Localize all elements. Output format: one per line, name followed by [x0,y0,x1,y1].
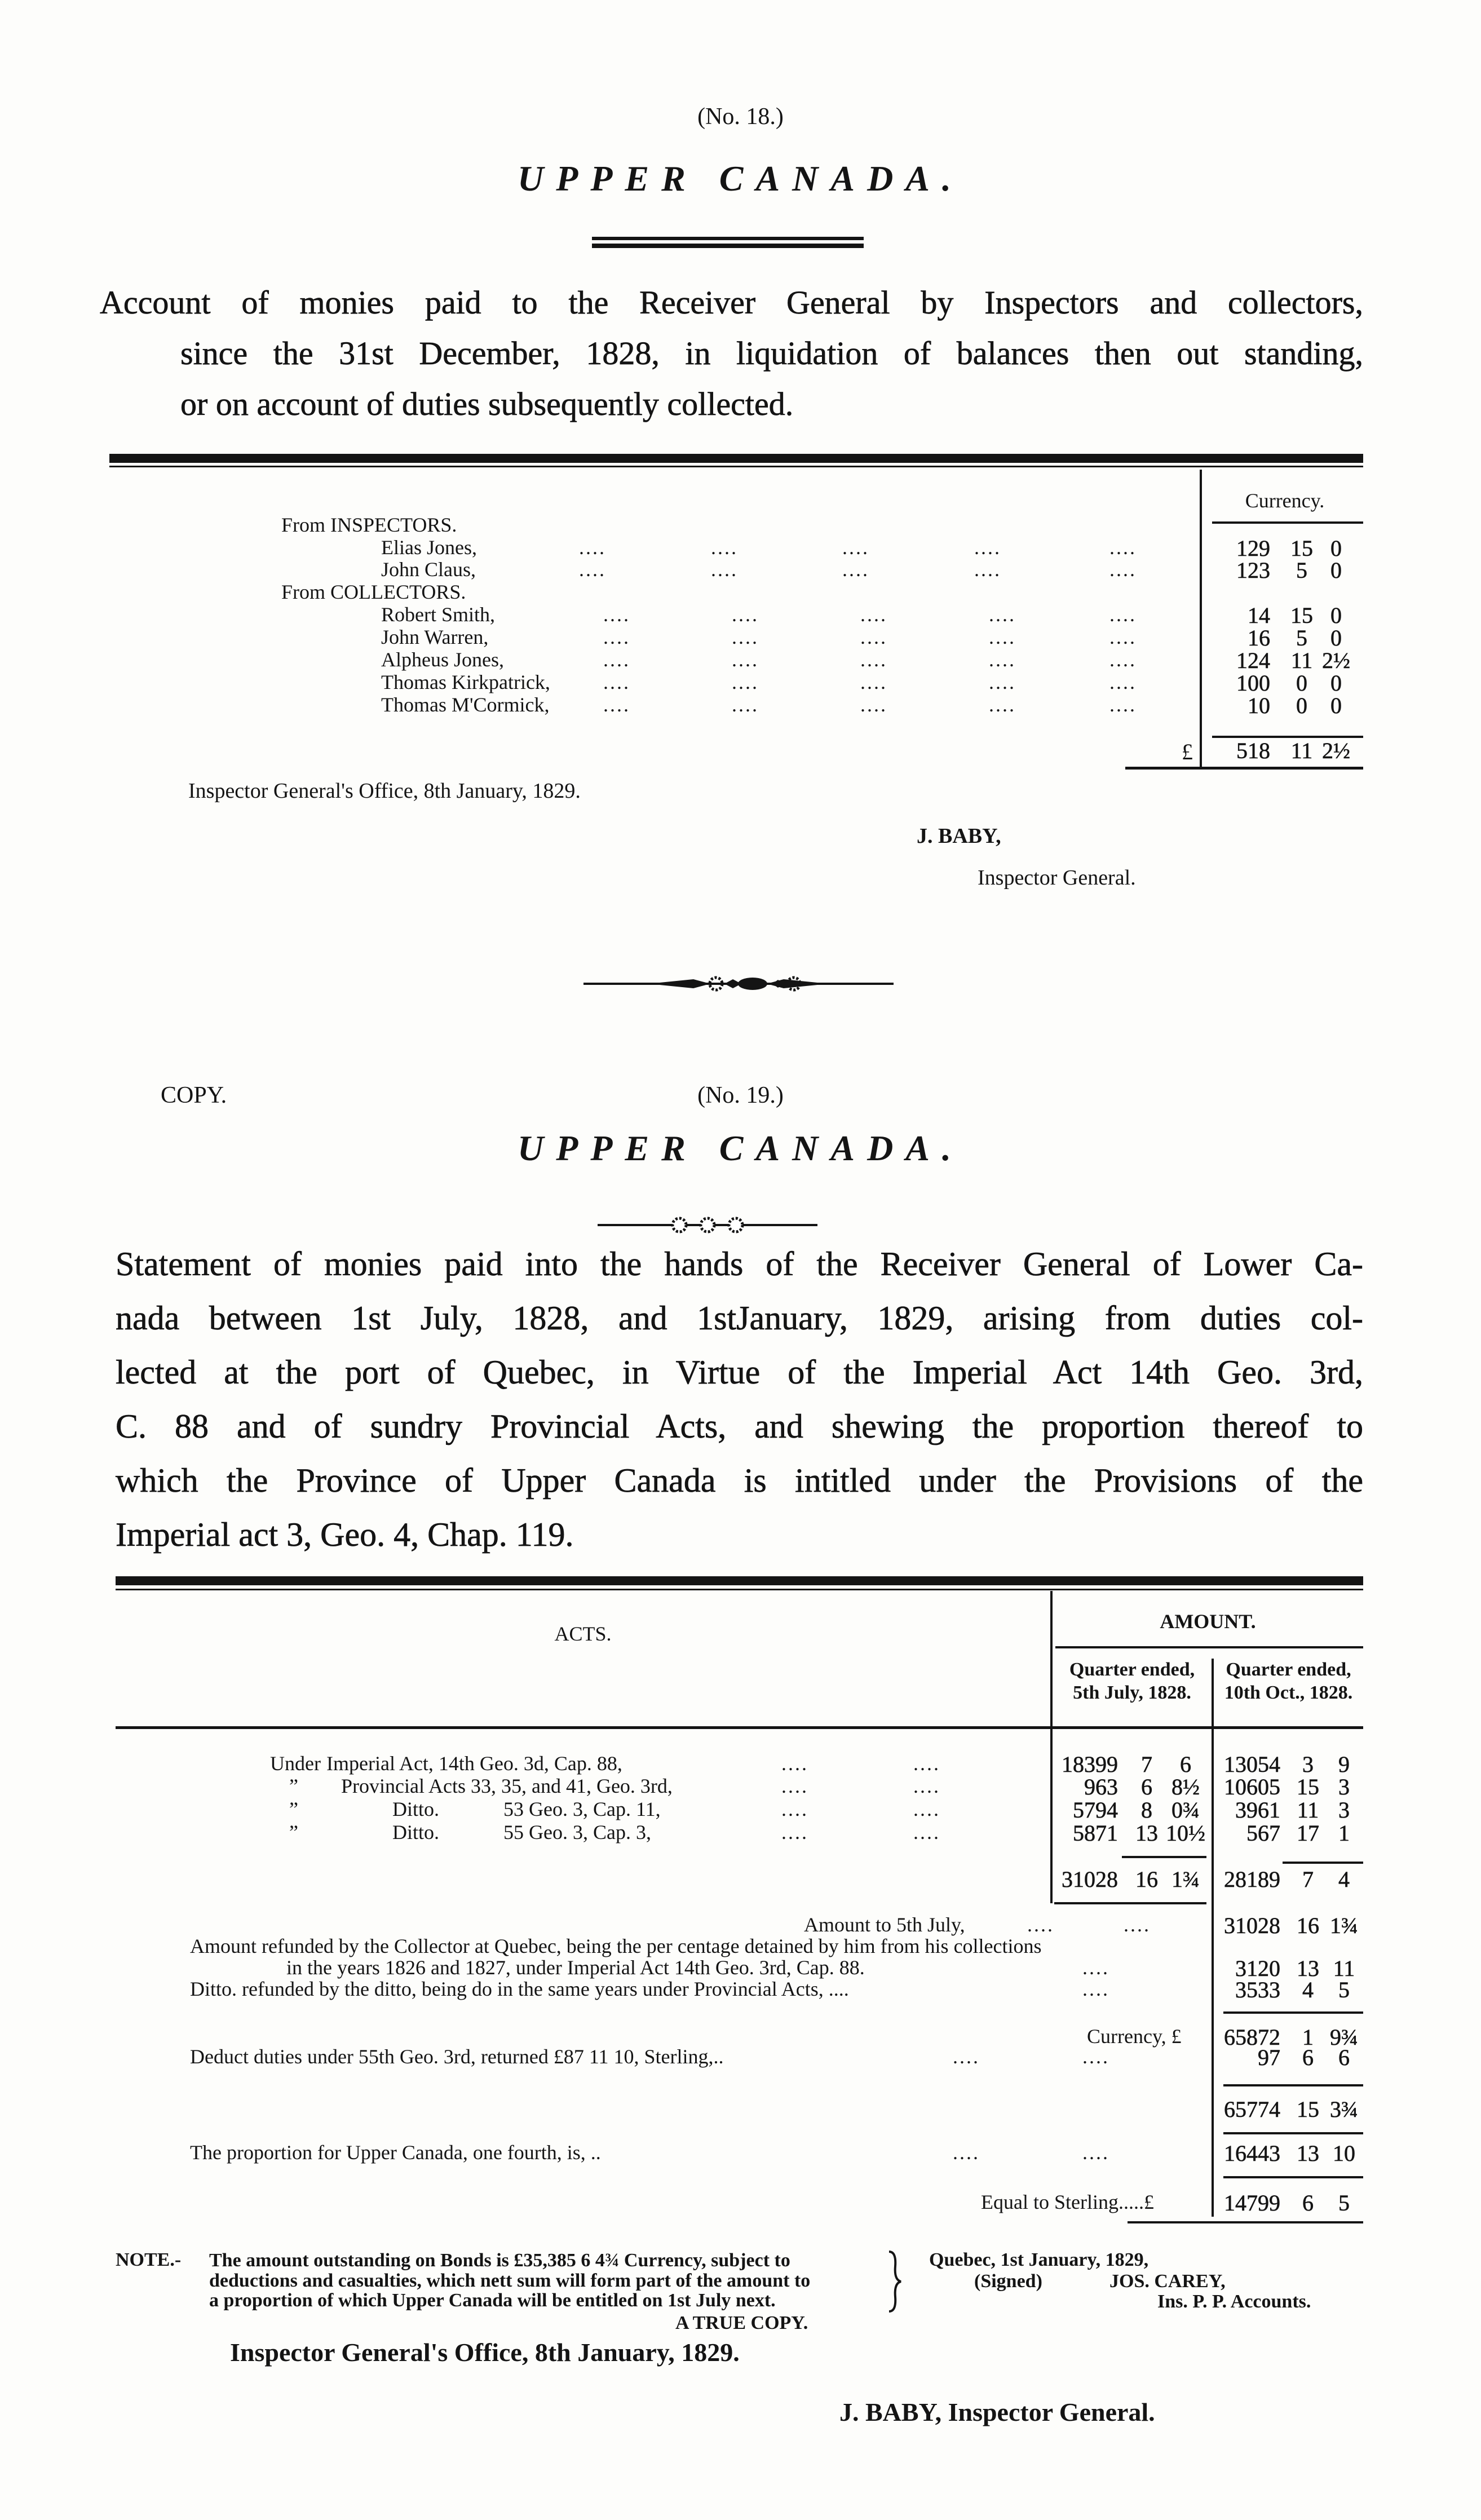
dot-leader: .... [603,603,630,626]
dot-leader: .... [603,693,630,716]
summary-amount-shillings: 6 [1302,2190,1314,2216]
act-label: Ditto. [392,1798,440,1820]
amount-pounds: 14 [1248,603,1270,628]
quarter2-amount-shillings: 15 [1297,1774,1319,1800]
thin-rule [109,466,1363,467]
amount-shillings: 0 [1296,670,1307,696]
payer-name: Thomas M'Cormick, [381,693,550,716]
summary-amount-pence: 6 [1338,2045,1350,2070]
quarter1-subtotal-shillings: 16 [1135,1867,1158,1892]
quarter-header-line: 10th Oct., 1828. [1224,1682,1353,1703]
dot-leader: .... [1082,1978,1109,2000]
dot-leader: .... [989,693,1016,716]
column-divider-acts [1050,1591,1053,1903]
quarter1-subtotal-pence: 1¾ [1171,1867,1200,1892]
copy-label: COPY. [161,1082,227,1108]
dot-leader: .... [781,1821,808,1843]
amount-pence: 0 [1330,693,1342,718]
amount-shillings: 15 [1290,536,1313,561]
total-bottom-rule [1125,767,1363,770]
total-pence: 2½ [1322,738,1350,763]
payer-name: Robert Smith, [381,603,496,626]
dot-leader: .... [953,2045,980,2068]
amount-pence: 0 [1330,625,1342,651]
summary-amount-pounds: 65872 [1224,2024,1280,2050]
sum-rule [1223,2176,1363,2178]
dot-leader: .... [1109,671,1137,693]
quarter1-amount-pounds: 18399 [1062,1752,1118,1777]
note-line: The amount outstanding on Bonds is £35,385 6 4¾ Currency, subject to [209,2250,790,2271]
dot-leader: .... [711,536,738,559]
amount-pounds: 16 [1248,625,1270,651]
quarter1-amount-pounds: 963 [1084,1774,1118,1800]
dot-leader: .... [974,536,1001,559]
quarter2-amount-shillings: 17 [1297,1820,1319,1846]
dot-leader: .... [1082,1956,1109,1979]
dot-leader: .... [732,671,759,693]
quarter2-amount-pence: 3 [1338,1797,1350,1823]
summary-amount-pounds: 97 [1258,2045,1280,2070]
amount-pence: 0 [1330,670,1342,696]
dot-leader: .... [1124,1913,1151,1936]
quarter-header-line: Quarter ended, [1069,1659,1195,1680]
statement-line: Imperial act 3, Geo. 4, Chap. 119. [116,1516,574,1553]
quarter2-amount-pence: 3 [1338,1774,1350,1800]
dot-leader: .... [1109,626,1137,648]
sum-rule [1223,2011,1363,2014]
dot-leader: .... [989,603,1016,626]
note-line: a proportion of which Upper Canada will be entitled on 1st July next. [209,2290,776,2311]
quarter1-amount-pounds: 5871 [1073,1820,1118,1846]
currency-header: Currency. [1245,489,1325,512]
dot-leader: .... [913,1798,940,1820]
summary-amount-pence: 9¾ [1330,2024,1358,2050]
amount-pounds: 10 [1248,693,1270,718]
amount-pounds: 100 [1236,670,1270,696]
act-label-detail: 53 Geo. 3, Cap. 11, [503,1798,661,1820]
dot-leader: .... [1109,603,1137,626]
summary-amount-pence: 5 [1338,1977,1350,2002]
summary-label: Amount refunded by the Collector at Quebec, being the per centage detained by him from his collections [190,1935,1042,1957]
summary-amount-pounds: 16443 [1224,2141,1280,2166]
dot-leader: .... [1082,2141,1109,2164]
quarter1-amount-pence: 10½ [1166,1820,1205,1846]
summary-label: The proportion for Upper Canada, one fourth, is, .. [190,2141,601,2164]
quarter2-amount-pounds: 3961 [1235,1797,1280,1823]
dot-leader: .... [860,648,887,671]
dot-leader: .... [711,558,738,581]
document-heading: UPPER CANADA. [518,1128,963,1168]
summary-amount-pounds: 3533 [1235,1977,1280,2002]
quarter2-subtotal-pence: 4 [1338,1867,1350,1892]
intro-line: or on account of duties subsequently collected. [180,386,794,422]
quarter1-amount-pence: 0¾ [1171,1797,1200,1823]
summary-amount-shillings: 4 [1302,1977,1314,2002]
dot-leader: .... [1109,558,1137,581]
quarter-header-1 [1053,1659,1212,1705]
header-rule [1212,521,1363,524]
dot-leader: .... [732,693,759,716]
payer-name: Thomas Kirkpatrick, [381,671,550,693]
office-date-line: Inspector General's Office, 8th January, 1829. [188,779,581,803]
quarter2-subtotal-shillings: 7 [1302,1867,1314,1892]
summary-amount-pounds: 14799 [1224,2190,1280,2216]
thick-rule [116,1576,1363,1585]
row-prefix: ” [289,1798,298,1820]
summary-amount-shillings: 16 [1297,1913,1319,1938]
dot-leader: .... [603,671,630,693]
dot-leader: .... [1109,693,1137,716]
signature: J. BABY, Inspector General. [839,2398,1155,2426]
dot-leader: .... [603,648,630,671]
dot-leader: .... [860,603,887,626]
summary-amount-pounds: 31028 [1224,1913,1280,1938]
payer-name: Alpheus Jones, [381,648,504,671]
dot-leader: .... [732,648,759,671]
signed-title: Ins. P. P. Accounts. [1157,2291,1311,2312]
dot-leader: .... [860,671,887,693]
dot-leader: .... [913,1752,940,1775]
quarter1-amount-shillings: 7 [1141,1752,1152,1777]
amount-pence: 0 [1330,558,1342,583]
quarter2-amount-pounds: 13054 [1224,1752,1280,1777]
statement-line: lected at the port of Quebec, in Virtue of the Imperial Act 14th Geo. 3rd, [116,1354,1363,1391]
summary-amount-shillings: 1 [1302,2024,1314,2050]
summary-label: Currency, £ [1087,2025,1182,2048]
amount-shillings: 15 [1290,603,1313,628]
statement-line: Statement of monies paid into the hands of the Receiver General of Lower Ca- [116,1245,1363,1283]
brace-icon [886,2251,903,2313]
dot-leader: .... [913,1775,940,1797]
summary-amount-pence: 3¾ [1330,2097,1358,2122]
payer-name: Elias Jones, [381,536,477,559]
amount-shillings: 0 [1296,693,1307,718]
amount-header-rule [1055,1646,1363,1648]
acts-header: ACTS. [554,1622,612,1645]
quarter1-amount-shillings: 6 [1141,1774,1152,1800]
summary-label: Deduct duties under 55th Geo. 3rd, returned £87 11 10, Sterling,.. [190,2045,724,2068]
statement-line: nada between 1st July, 1828, and 1stJanuary, 1829, arising from duties col- [116,1299,1363,1337]
signature-title: Inspector General. [978,866,1136,890]
dot-leader: .... [732,626,759,648]
subtotal-rule [1283,1862,1363,1864]
summary-label: Equal to Sterling.....£ [981,2191,1154,2213]
dot-leader: .... [974,558,1001,581]
amount-pounds: 123 [1236,558,1270,583]
dot-leader: .... [781,1752,808,1775]
total-shillings: 11 [1290,738,1313,763]
quarter-header-line: 5th July, 1828. [1073,1682,1191,1703]
quarter1-subtotal-pounds: 31028 [1062,1867,1118,1892]
subtotal-rule [1122,1856,1206,1858]
heading-double-rule [592,237,864,240]
act-label-detail: 55 Geo. 3, Cap. 3, [503,1821,651,1843]
quarter1-amount-pence: 6 [1180,1752,1191,1777]
quarter2-amount-shillings: 3 [1302,1752,1314,1777]
signed-label: (Signed) [974,2271,1042,2292]
dot-leader: .... [1082,2045,1109,2068]
dot-leader: .... [913,1821,940,1843]
summary-label-continued: in the years 1826 and 1827, under Imperial Act 14th Geo. 3rd, Cap. 88. [286,1956,865,1979]
document-number: (No. 18.) [697,104,784,130]
dot-leader: .... [860,626,887,648]
summary-amount-pence: 11 [1333,1956,1355,1981]
dot-leader: .... [842,536,869,559]
amount-pence: 2½ [1322,648,1350,673]
amount-shillings: 5 [1296,625,1307,651]
signature-name: J. BABY, [917,824,1001,848]
quarter1-amount-pounds: 5794 [1073,1797,1118,1823]
summary-amount-pounds: 3120 [1235,1956,1280,1981]
quarter1-amount-shillings: 13 [1135,1820,1158,1846]
amount-header: AMOUNT. [1160,1610,1256,1633]
act-label: Ditto. [392,1821,440,1843]
dot-leader: .... [1027,1913,1054,1936]
document-number: (No. 19.) [697,1082,784,1108]
quarter2-amount-pence: 9 [1338,1752,1350,1777]
document-heading: UPPER CANADA. [518,158,963,198]
summary-amount-shillings: 13 [1297,2141,1319,2166]
quarter1-amount-shillings: 8 [1141,1797,1152,1823]
ornament-divider-icon [581,972,896,995]
dot-leader: .... [781,1775,808,1797]
dot-leader: .... [1109,536,1137,559]
intro-line: since the 31st December, 1828, in liquidation of balances then out standing, [180,335,1363,372]
dot-leader: .... [989,626,1016,648]
office-date-line: Inspector General's Office, 8th January, 1829. [230,2338,740,2367]
dot-leader: .... [603,626,630,648]
statement-line: which the Province of Upper Canada is intitled under the Provisions of the [116,1462,1363,1499]
payer-name: John Claus, [381,558,476,581]
note-text [209,2251,810,2311]
summary-amount-shillings: 15 [1297,2097,1319,2122]
signed-name: JOS. CAREY, [1109,2271,1226,2292]
sum-rule [1223,2084,1363,2086]
act-label: Provincial Acts 33, 35, and 41, Geo. 3rd, [341,1775,673,1797]
row-prefix: Under [270,1752,321,1775]
quebec-date: Quebec, 1st January, 1829, [929,2249,1149,2270]
amount-shillings: 11 [1290,648,1313,673]
quarter2-amount-pounds: 567 [1246,1820,1280,1846]
amount-pounds: 129 [1236,536,1270,561]
quarter-header-2 [1214,1659,1363,1705]
column-divider-quarters [1212,1659,1214,2217]
pound-symbol: £ [1182,739,1193,764]
header-bottom-rule [116,1726,1363,1729]
row-prefix: ” [289,1775,298,1797]
true-copy-label: A TRUE COPY. [675,2313,808,2333]
dot-leader: .... [1109,648,1137,671]
dot-leader: .... [860,693,887,716]
summary-label: Ditto. refunded by the ditto, being do in the same years under Provincial Acts, .... [190,1978,849,2000]
summary-amount-shillings: 13 [1297,1956,1319,1981]
dot-leader: .... [732,603,759,626]
summary-amount-pence: 5 [1338,2190,1350,2216]
dot-leader: .... [989,648,1016,671]
statement-line: C. 88 and of sundry Provincial Acts, and shewing the proportion thereof to [116,1408,1363,1445]
dot-leader: .... [579,536,606,559]
amount-pounds: 124 [1236,648,1270,673]
dot-leader: .... [989,671,1016,693]
quarter1-amount-pence: 8½ [1171,1774,1200,1800]
dot-leader: .... [781,1798,808,1820]
quarter-header-line: Quarter ended, [1226,1659,1351,1680]
sum-rule [1223,2132,1363,2134]
act-label: Imperial Act, 14th Geo. 3d, Cap. 88, [326,1752,622,1775]
dot-leader: .... [842,558,869,581]
thin-rule [116,1589,1363,1590]
dot-leader: .... [579,558,606,581]
sum-rule [1128,2221,1363,2223]
note-line: deductions and casualties, which nett sum will form part of the amount to [209,2270,811,2291]
quarter2-amount-shillings: 11 [1297,1797,1319,1823]
group-label: From INSPECTORS. [281,514,457,536]
summary-amount-pence: 1¾ [1330,1913,1358,1938]
intro-paragraph [100,286,1363,439]
quarter2-amount-pounds: 10605 [1224,1774,1280,1800]
small-ornament-icon [598,1215,817,1235]
thick-rule [109,454,1363,463]
subtotal-bottom-rule [1054,1902,1206,1904]
summary-amount-shillings: 6 [1302,2045,1314,2070]
summary-amount-pence: 10 [1333,2141,1355,2166]
summary-amount-pounds: 65774 [1224,2097,1280,2122]
intro-line: Account of monies paid to the Receiver General by Inspectors and collectors, [100,284,1363,321]
quarter2-amount-pence: 1 [1338,1820,1350,1846]
payer-name: John Warren, [381,626,489,648]
heading-double-rule-bold [592,244,864,248]
row-prefix: ” [289,1821,298,1843]
amount-shillings: 5 [1296,558,1307,583]
note-label: NOTE.- [116,2249,182,2270]
statement-paragraph [116,1247,1363,1572]
dot-leader: .... [953,2141,980,2164]
amount-pence: 0 [1330,603,1342,628]
group-label: From COLLECTORS. [281,581,466,603]
amount-pence: 0 [1330,536,1342,561]
total-pounds: 518 [1236,738,1270,763]
summary-label: Amount to 5th July, [804,1913,965,1936]
quarter2-subtotal-pounds: 28189 [1224,1867,1280,1892]
